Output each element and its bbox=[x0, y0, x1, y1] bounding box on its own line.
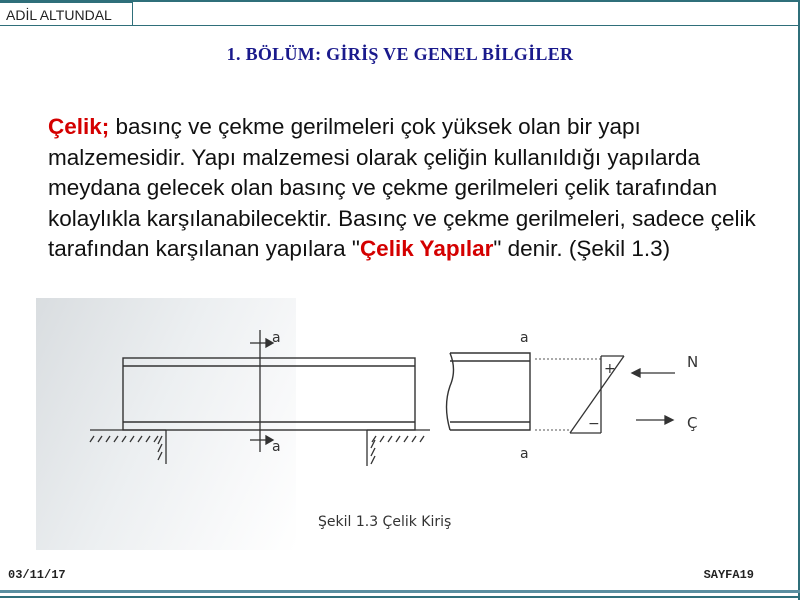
footer-page-number: SAYFA19 bbox=[703, 568, 754, 582]
term-celik: Çelik; bbox=[48, 114, 110, 139]
footer-bar-line bbox=[0, 596, 800, 598]
tension-label: Ç bbox=[687, 414, 698, 432]
section-cut-line bbox=[250, 330, 273, 452]
beam-elevation bbox=[123, 358, 415, 430]
detail-label-bottom: a bbox=[520, 446, 529, 462]
stress-plus-sign: + bbox=[604, 361, 616, 377]
slide-title: 1. BÖLÜM: GİRİŞ VE GENEL BİLGİLER bbox=[226, 44, 574, 64]
paragraph-text-1: basınç ve çekme gerilmeleri çok yüksek olan bir yapı malzemesidir. Yapı malzemesi olarak çeliğin kullanıldığı yapılarda meydana gelecek olan basınç ve çekme gerilmeleri çelik tarafından kolaylıkla karşılanabilecektir. Basınç ve çekme gerilmeleri, sadece çelik tarafından karşılanan yapılara " bbox=[48, 114, 756, 261]
header-divider bbox=[133, 25, 800, 26]
term-celik-yapilar: Çelik Yapılar bbox=[359, 236, 494, 261]
footer-bar bbox=[0, 590, 800, 593]
section-label-bottom: a bbox=[272, 439, 281, 455]
section-detail bbox=[447, 353, 531, 430]
figure-caption: Şekil 1.3 Çelik Kiriş bbox=[318, 514, 452, 530]
section-label-top: a bbox=[272, 330, 281, 346]
paragraph-text-2: " denir. (Şekil 1.3) bbox=[493, 236, 671, 261]
right-support bbox=[367, 430, 430, 466]
body-paragraph bbox=[48, 112, 768, 265]
author-label: ADİL ALTUNDAL bbox=[0, 2, 133, 26]
compression-arrow bbox=[632, 369, 675, 377]
stress-minus-sign: − bbox=[588, 416, 600, 432]
detail-label-top: a bbox=[520, 330, 529, 346]
steel-beam-figure bbox=[80, 318, 730, 550]
tension-arrow bbox=[636, 416, 673, 424]
compression-label: N bbox=[687, 353, 699, 371]
left-support bbox=[90, 430, 166, 464]
footer-date: 03/11/17 bbox=[8, 568, 66, 582]
